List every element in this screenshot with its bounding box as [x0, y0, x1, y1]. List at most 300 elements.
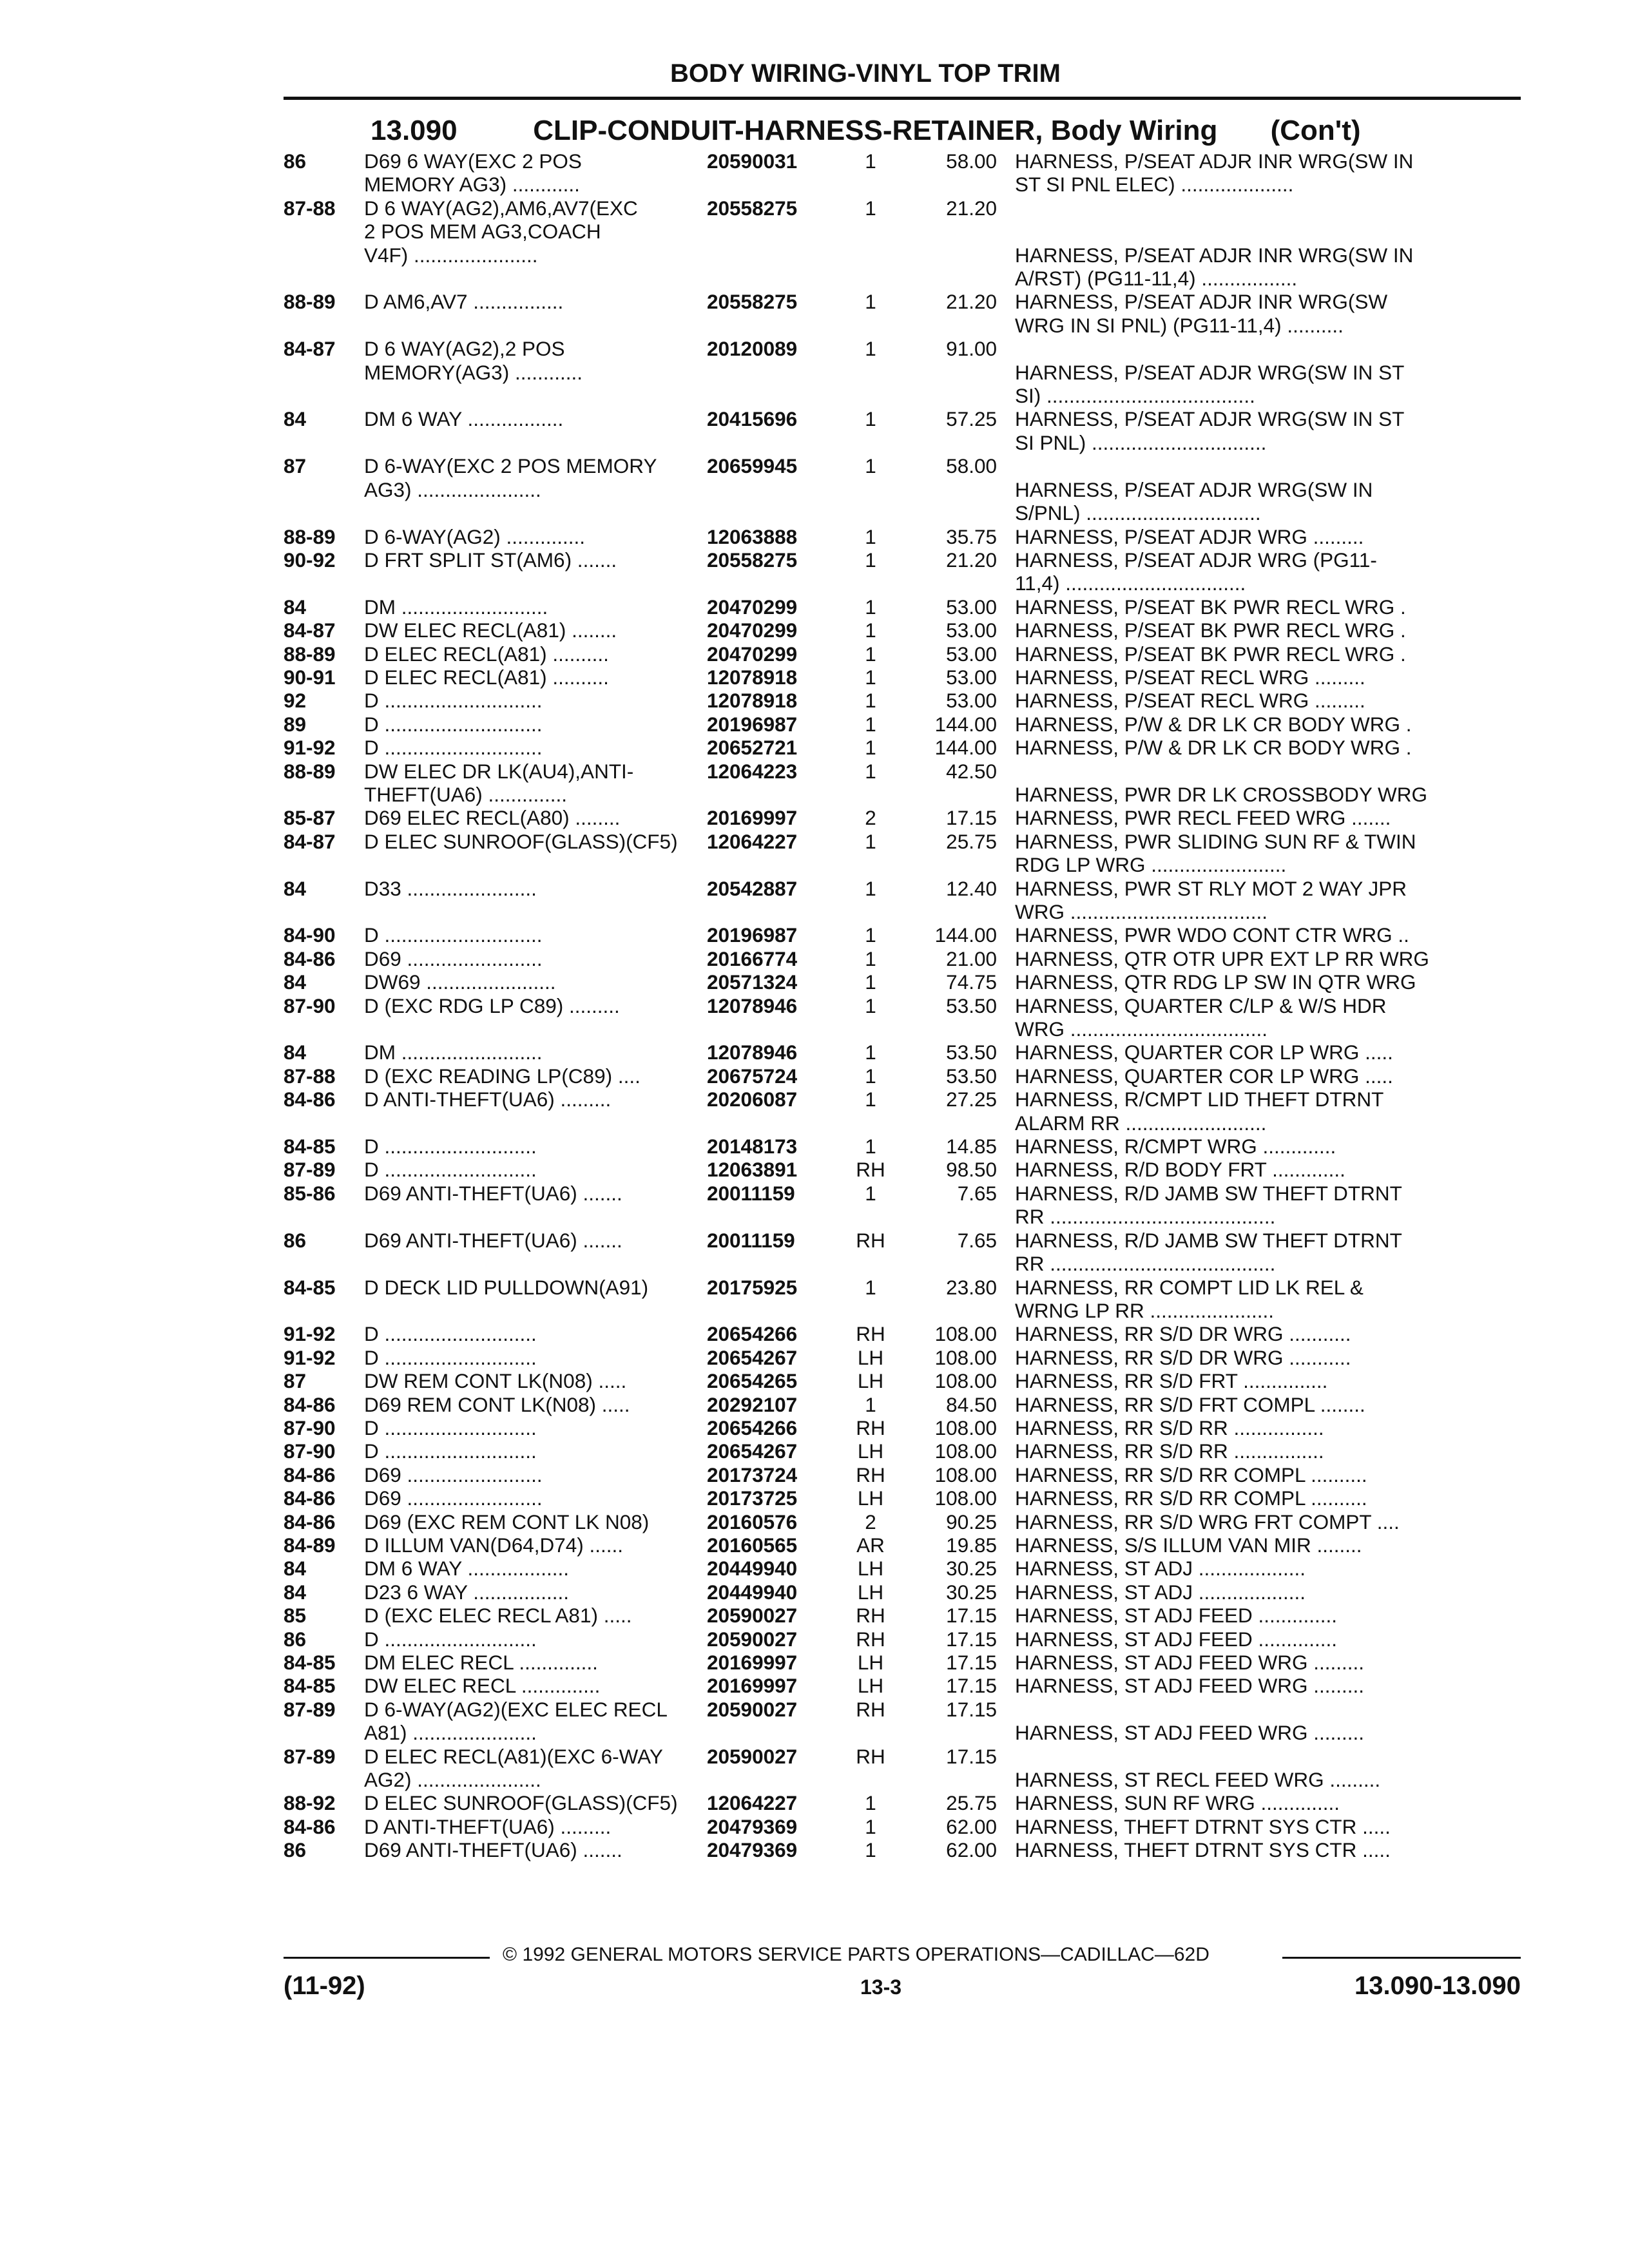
row-description: D23 6 WAY ................. — [364, 1580, 570, 1604]
row-price: 144.00 — [934, 736, 997, 760]
row-part-number: 20470299 — [707, 642, 798, 666]
row-year: 87-89 — [284, 1158, 336, 1182]
row-part-number: 12063891 — [707, 1158, 798, 1182]
row-quantity: LH — [857, 1369, 884, 1393]
header-rule — [284, 97, 1521, 100]
parts-row — [284, 666, 1521, 689]
row-part-name: HARNESS, QTR RDG LP SW IN QTR WRG — [1015, 970, 1416, 994]
row-year: 85-86 — [284, 1181, 336, 1205]
continued-label: (Con't) — [1270, 115, 1361, 146]
row-price: 17.15 — [946, 1674, 997, 1698]
row-part-number: 20175925 — [707, 1275, 798, 1299]
parts-row — [284, 1581, 1521, 1604]
row-description: D69 ........................ — [364, 1486, 543, 1510]
row-year: 90-92 — [284, 548, 336, 572]
row-price: 108.00 — [934, 1322, 997, 1346]
row-price: 21.20 — [946, 196, 997, 220]
row-quantity: LH — [857, 1580, 884, 1604]
parts-row — [284, 736, 1521, 759]
row-part-number: 20470299 — [707, 619, 798, 642]
row-part-number: 20196987 — [707, 923, 798, 947]
row-description: D69 ANTI-THEFT(UA6) ....... — [364, 1838, 622, 1862]
row-description: DW ELEC DR LK(AU4),ANTI- THEFT(UA6) .............. — [364, 759, 634, 806]
row-part-name: HARNESS, ST ADJ FEED WRG ......... — [1015, 1651, 1365, 1674]
row-description: D ............................ — [364, 923, 543, 947]
row-part-number: 20558275 — [707, 290, 798, 314]
row-part-name: HARNESS, PWR RECL FEED WRG ....... — [1015, 806, 1391, 830]
parts-row — [284, 1815, 1521, 1838]
parts-row — [284, 806, 1521, 829]
row-part-number: 20160576 — [707, 1510, 798, 1533]
row-year: 84 — [284, 876, 307, 900]
parts-row — [284, 1182, 1521, 1229]
parts-row — [284, 830, 1521, 877]
row-quantity: AR — [856, 1533, 885, 1557]
row-quantity: 1 — [865, 548, 876, 572]
parts-row — [284, 1604, 1521, 1627]
row-quantity: 1 — [865, 876, 876, 900]
row-part-number: 12078918 — [707, 689, 798, 713]
row-part-number: 20654265 — [707, 1369, 798, 1393]
row-price: 58.00 — [946, 454, 997, 478]
row-year: 86 — [284, 1627, 307, 1651]
row-quantity: 1 — [865, 994, 876, 1017]
row-part-name: HARNESS, ST ADJ FEED WRG ......... — [1015, 1721, 1365, 1745]
row-price: 23.80 — [946, 1275, 997, 1299]
parts-row — [284, 548, 1521, 595]
parts-row — [284, 760, 1521, 807]
parts-row — [284, 713, 1521, 736]
row-quantity: 1 — [865, 196, 876, 220]
row-year: 84-86 — [284, 1463, 336, 1486]
row-year: 91-92 — [284, 1322, 336, 1346]
parts-row — [284, 1698, 1521, 1745]
row-quantity: 2 — [865, 1510, 876, 1533]
row-price: 108.00 — [934, 1439, 997, 1463]
row-year: 88-89 — [284, 642, 336, 666]
row-description: D69 REM CONT LK(N08) ..... — [364, 1392, 630, 1416]
row-price: 90.25 — [946, 1510, 997, 1533]
parts-list — [284, 149, 1521, 1915]
row-part-name: HARNESS, RR S/D DR WRG ........... — [1015, 1322, 1351, 1346]
row-description: D (EXC READING LP(C89) .... — [364, 1064, 641, 1088]
row-year: 84-85 — [284, 1674, 336, 1698]
row-quantity: 1 — [865, 829, 876, 853]
row-part-number: 12078918 — [707, 665, 798, 689]
parts-row — [284, 1674, 1521, 1697]
section-title: CLIP-CONDUIT-HARNESS-RETAINER, Body Wiring — [533, 115, 1218, 146]
row-quantity: 1 — [865, 759, 876, 783]
row-description: DM 6 WAY .................. — [364, 1557, 569, 1581]
row-description: D ........................... — [364, 1345, 537, 1369]
row-description: D ........................... — [364, 1158, 537, 1182]
row-price: 17.15 — [946, 806, 997, 830]
parts-row — [284, 337, 1521, 407]
row-quantity: RH — [856, 1604, 885, 1628]
row-description: D ILLUM VAN(D64,D74) ...... — [364, 1533, 624, 1557]
footer-page-number: 13-3 — [860, 1975, 902, 1999]
row-price: 25.75 — [946, 1791, 997, 1815]
row-part-number: 20654266 — [707, 1322, 798, 1346]
row-quantity: 1 — [865, 337, 876, 361]
parts-row — [284, 1346, 1521, 1369]
row-price: 108.00 — [934, 1463, 997, 1486]
row-part-name: HARNESS, QTR OTR UPR EXT LP RR WRG — [1015, 947, 1429, 970]
row-part-number: 20011159 — [707, 1181, 795, 1205]
row-part-number: 20169997 — [707, 1674, 798, 1698]
row-quantity: RH — [856, 1322, 885, 1346]
row-price: 21.00 — [946, 947, 997, 970]
row-description: D69 (EXC REM CONT LK N08) — [364, 1510, 650, 1533]
row-part-name: HARNESS, RR S/D RR ................ — [1015, 1439, 1324, 1463]
row-part-name: HARNESS, R/D JAMB SW THEFT DTRNT RR ........................................ — [1015, 1181, 1402, 1229]
row-part-number: 20166774 — [707, 947, 798, 970]
row-part-name: HARNESS, P/SEAT BK PWR RECL WRG . — [1015, 619, 1406, 642]
row-part-number: 20173724 — [707, 1463, 798, 1486]
row-price: 53.00 — [946, 619, 997, 642]
row-description: D ANTI-THEFT(UA6) ......... — [364, 1814, 612, 1838]
row-quantity: 1 — [865, 454, 876, 478]
row-price: 17.15 — [946, 1627, 997, 1651]
row-description: D ........................... — [364, 1135, 537, 1158]
row-description: D33 ....................... — [364, 876, 537, 900]
row-part-number: 20292107 — [707, 1392, 798, 1416]
row-part-number: 20206087 — [707, 1088, 798, 1111]
row-price: 21.20 — [946, 290, 997, 314]
row-part-name: HARNESS, RR COMPT LID LK REL & WRNG LP RR ...................... — [1015, 1275, 1364, 1322]
row-quantity: 1 — [865, 407, 876, 431]
row-price: 35.75 — [946, 524, 997, 548]
row-part-number: 20415696 — [707, 407, 798, 431]
row-part-number: 20449940 — [707, 1580, 798, 1604]
row-part-name: HARNESS, RR S/D DR WRG ........... — [1015, 1345, 1351, 1369]
row-part-number: 20558275 — [707, 548, 798, 572]
row-part-number: 20120089 — [707, 337, 798, 361]
row-price: 17.15 — [946, 1604, 997, 1628]
row-part-name: HARNESS, P/W & DR LK CR BODY WRG . — [1015, 736, 1412, 760]
row-part-number: 20652721 — [707, 736, 798, 760]
row-description: D 6 WAY(AG2),2 POS MEMORY(AG3) ............ — [364, 337, 583, 384]
row-price: 108.00 — [934, 1416, 997, 1439]
row-part-name: HARNESS, PWR SLIDING SUN RF & TWIN RDG LP WRG ........................ — [1015, 829, 1416, 877]
row-year: 87-90 — [284, 994, 336, 1017]
row-quantity: RH — [856, 1158, 885, 1182]
row-quantity: 1 — [865, 149, 876, 173]
row-quantity: 2 — [865, 806, 876, 830]
row-quantity: 1 — [865, 1064, 876, 1088]
row-part-name: HARNESS, PWR WDO CONT CTR WRG .. — [1015, 923, 1409, 947]
parts-row — [284, 1791, 1521, 1814]
row-quantity: 1 — [865, 736, 876, 760]
row-part-name: HARNESS, P/SEAT ADJR INR WRG(SW IN ST SI PNL ELEC) .................... — [1015, 149, 1414, 197]
row-quantity: 1 — [865, 1791, 876, 1815]
row-part-number: 12064227 — [707, 829, 798, 853]
row-part-name: HARNESS, RR S/D RR COMPL .......... — [1015, 1486, 1367, 1510]
row-description: D ............................ — [364, 689, 543, 713]
parts-row — [284, 947, 1521, 970]
row-year: 88-89 — [284, 524, 336, 548]
row-price: 108.00 — [934, 1486, 997, 1510]
row-quantity: RH — [856, 1228, 885, 1252]
row-description: D 6-WAY(AG2)(EXC ELEC RECL A81) ...................... — [364, 1697, 668, 1745]
row-year: 87 — [284, 454, 307, 478]
parts-row — [284, 1322, 1521, 1345]
row-quantity: RH — [856, 1697, 885, 1721]
row-year: 84 — [284, 1041, 307, 1064]
row-part-name: HARNESS, P/SEAT RECL WRG ......... — [1015, 665, 1365, 689]
row-part-name: HARNESS, ST RECL FEED WRG ......... — [1015, 1768, 1381, 1792]
row-price: 53.00 — [946, 642, 997, 666]
row-description: D (EXC ELEC RECL A81) ..... — [364, 1604, 632, 1628]
row-part-name: HARNESS, P/SEAT ADJR WRG (PG11- 11,4) ................................ — [1015, 548, 1377, 595]
row-price: 53.00 — [946, 665, 997, 689]
row-price: 108.00 — [934, 1369, 997, 1393]
parts-row — [284, 197, 1521, 291]
row-year: 84-86 — [284, 1510, 336, 1533]
row-price: 74.75 — [946, 970, 997, 994]
row-description: D DECK LID PULLDOWN(A91) — [364, 1275, 649, 1299]
row-price: 144.00 — [934, 712, 997, 736]
row-quantity: 1 — [865, 689, 876, 713]
row-quantity: 1 — [865, 524, 876, 548]
parts-row — [284, 994, 1521, 1041]
row-part-name: HARNESS, ST ADJ ................... — [1015, 1580, 1306, 1604]
parts-row — [284, 1088, 1521, 1135]
row-price: 30.25 — [946, 1557, 997, 1581]
parts-row — [284, 1416, 1521, 1439]
row-year: 86 — [284, 1838, 307, 1862]
row-year: 87 — [284, 1369, 307, 1393]
row-part-number: 20558275 — [707, 196, 798, 220]
row-price: 30.25 — [946, 1580, 997, 1604]
row-description: D 6-WAY(AG2) .............. — [364, 524, 586, 548]
parts-row — [284, 1064, 1521, 1088]
parts-row — [284, 525, 1521, 548]
row-part-number: 12064223 — [707, 759, 798, 783]
row-price: 53.50 — [946, 1064, 997, 1088]
row-part-name: HARNESS, PWR ST RLY MOT 2 WAY JPR WRG ................................... — [1015, 876, 1407, 923]
row-price: 7.65 — [957, 1181, 997, 1205]
parts-row — [284, 1557, 1521, 1580]
row-part-name: HARNESS, SUN RF WRG .............. — [1015, 1791, 1340, 1815]
footer-rule-right — [1282, 1957, 1521, 1959]
row-quantity: LH — [857, 1674, 884, 1698]
row-part-number: 20675724 — [707, 1064, 798, 1088]
row-description: DW69 ....................... — [364, 970, 556, 994]
row-part-number: 12078946 — [707, 994, 798, 1017]
row-part-name: HARNESS, ST ADJ FEED WRG ......... — [1015, 1674, 1365, 1698]
row-quantity: LH — [857, 1651, 884, 1674]
row-part-name: HARNESS, ST ADJ ................... — [1015, 1557, 1306, 1581]
row-part-number: 20011159 — [707, 1228, 795, 1252]
row-part-number: 20590027 — [707, 1627, 798, 1651]
parts-row — [284, 407, 1521, 454]
row-description: DW REM CONT LK(N08) ..... — [364, 1369, 627, 1393]
row-part-name: HARNESS, QUARTER COR LP WRG ..... — [1015, 1041, 1393, 1064]
row-part-number: 20196987 — [707, 712, 798, 736]
row-part-name: HARNESS, ST ADJ FEED .............. — [1015, 1627, 1338, 1651]
row-year: 91-92 — [284, 736, 336, 760]
row-description: D ELEC RECL(A81)(EXC 6-WAY AG2) ...................... — [364, 1744, 663, 1792]
page-header-title: BODY WIRING-VINYL TOP TRIM — [670, 59, 1061, 88]
row-description: D ............................ — [364, 736, 543, 760]
parts-row — [284, 619, 1521, 642]
row-part-name: HARNESS, P/SEAT BK PWR RECL WRG . — [1015, 642, 1406, 666]
row-part-number: 20590027 — [707, 1604, 798, 1628]
row-price: 17.15 — [946, 1651, 997, 1674]
row-part-number: 12063888 — [707, 524, 798, 548]
row-price: 84.50 — [946, 1392, 997, 1416]
row-year: 84 — [284, 1557, 307, 1581]
row-year: 84-86 — [284, 1814, 336, 1838]
parts-row — [284, 290, 1521, 337]
row-description: D ELEC RECL(A81) .......... — [364, 642, 609, 666]
row-year: 84-85 — [284, 1651, 336, 1674]
footer-rule-left — [284, 1957, 490, 1959]
row-part-name: HARNESS, R/D JAMB SW THEFT DTRNT RR ........................................ — [1015, 1228, 1402, 1276]
row-part-number: 20571324 — [707, 970, 798, 994]
row-quantity: RH — [856, 1744, 885, 1768]
row-price: 19.85 — [946, 1533, 997, 1557]
row-part-number: 20470299 — [707, 595, 798, 619]
row-year: 87-88 — [284, 196, 336, 220]
row-part-name: HARNESS, P/SEAT RECL WRG ......... — [1015, 689, 1365, 713]
row-description: D AM6,AV7 ................ — [364, 290, 564, 314]
row-description: DM .......................... — [364, 595, 548, 619]
row-part-name: HARNESS, R/D BODY FRT ............. — [1015, 1158, 1345, 1182]
row-year: 88-92 — [284, 1791, 336, 1815]
row-quantity: 1 — [865, 1838, 876, 1862]
row-part-name: HARNESS, P/SEAT BK PWR RECL WRG . — [1015, 595, 1406, 619]
parts-row — [284, 1135, 1521, 1158]
parts-row — [284, 1510, 1521, 1533]
row-quantity: LH — [857, 1557, 884, 1581]
row-description: D ........................... — [364, 1627, 537, 1651]
parts-row — [284, 1463, 1521, 1486]
row-quantity: 1 — [865, 923, 876, 947]
row-year: 84-87 — [284, 829, 336, 853]
row-year: 86 — [284, 1228, 307, 1252]
row-description: D ELEC SUNROOF(GLASS)(CF5) — [364, 829, 678, 853]
row-description: DW ELEC RECL .............. — [364, 1674, 601, 1698]
row-price: 25.75 — [946, 829, 997, 853]
row-description: D ........................... — [364, 1416, 537, 1439]
row-description: DW ELEC RECL(A81) ........ — [364, 619, 617, 642]
row-year: 84-85 — [284, 1135, 336, 1158]
row-year: 84-87 — [284, 337, 336, 361]
row-year: 88-89 — [284, 290, 336, 314]
row-year: 87-89 — [284, 1744, 336, 1768]
row-part-name: HARNESS, PWR DR LK CROSSBODY WRG — [1015, 782, 1428, 806]
row-part-number: 20590027 — [707, 1744, 798, 1768]
row-year: 89 — [284, 712, 307, 736]
row-quantity: RH — [856, 1463, 885, 1486]
row-part-number: 20479369 — [707, 1838, 798, 1862]
row-quantity: 1 — [865, 1392, 876, 1416]
parts-row — [284, 1276, 1521, 1323]
row-part-number: 20659945 — [707, 454, 798, 478]
footer-copyright: © 1992 GENERAL MOTORS SERVICE PARTS OPERATIONS—CADILLAC—62D — [503, 1944, 1210, 1965]
row-description: DM 6 WAY ................. — [364, 407, 564, 431]
row-description: D FRT SPLIT ST(AM6) ....... — [364, 548, 617, 572]
parts-row — [284, 1439, 1521, 1463]
row-part-name: HARNESS, S/S ILLUM VAN MIR ........ — [1015, 1533, 1362, 1557]
section-number: 13.090 — [371, 115, 458, 146]
row-part-name: HARNESS, THEFT DTRNT SYS CTR ..... — [1015, 1838, 1391, 1862]
row-part-name: HARNESS, P/SEAT ADJR WRG(SW IN S/PNL) ............................... — [1015, 477, 1373, 525]
row-description: D ............................ — [364, 712, 543, 736]
row-year: 84-89 — [284, 1533, 336, 1557]
row-year: 84-86 — [284, 1392, 336, 1416]
row-part-name: HARNESS, P/SEAT ADJR INR WRG(SW WRG IN SI PNL) (PG11-11,4) .......... — [1015, 290, 1388, 337]
parts-row — [284, 1041, 1521, 1064]
row-description: D ELEC RECL(A81) .......... — [364, 665, 609, 689]
row-part-number: 20654266 — [707, 1416, 798, 1439]
parts-row — [284, 689, 1521, 712]
row-year: 88-89 — [284, 759, 336, 783]
row-price: 57.25 — [946, 407, 997, 431]
row-year: 85-87 — [284, 806, 336, 830]
row-quantity: 1 — [865, 1814, 876, 1838]
row-price: 27.25 — [946, 1088, 997, 1111]
row-description: DM ELEC RECL .............. — [364, 1651, 598, 1674]
row-part-number: 12078946 — [707, 1041, 798, 1064]
parts-row — [284, 970, 1521, 994]
row-price: 17.15 — [946, 1697, 997, 1721]
row-description: D69 ........................ — [364, 1463, 543, 1486]
parts-row — [284, 1393, 1521, 1416]
row-year: 84-90 — [284, 923, 336, 947]
row-description: D ........................... — [364, 1439, 537, 1463]
row-part-name: HARNESS, R/CMPT WRG ............. — [1015, 1135, 1336, 1158]
row-part-name: HARNESS, RR S/D WRG FRT COMPT .... — [1015, 1510, 1400, 1533]
row-part-number: 20148173 — [707, 1135, 798, 1158]
row-quantity: 1 — [865, 1135, 876, 1158]
section-heading — [371, 115, 1530, 147]
row-part-number: 20590027 — [707, 1697, 798, 1721]
row-part-name: HARNESS, P/SEAT ADJR INR WRG(SW IN A/RST) (PG11-11,4) ................. — [1015, 243, 1414, 291]
row-description: D (EXC RDG LP C89) ......... — [364, 994, 620, 1017]
row-year: 86 — [284, 149, 307, 173]
row-part-name: HARNESS, QUARTER COR LP WRG ..... — [1015, 1064, 1393, 1088]
row-quantity: 1 — [865, 970, 876, 994]
row-price: 58.00 — [946, 149, 997, 173]
row-part-name: HARNESS, P/SEAT ADJR WRG(SW IN ST SI PNL) ............................... — [1015, 407, 1405, 454]
row-part-number: 20173725 — [707, 1486, 798, 1510]
row-part-name: HARNESS, QUARTER C/LP & W/S HDR WRG ................................... — [1015, 994, 1387, 1041]
row-quantity: RH — [856, 1627, 885, 1651]
parts-row — [284, 923, 1521, 947]
row-part-name: HARNESS, RR S/D RR ................ — [1015, 1416, 1324, 1439]
row-description: D ANTI-THEFT(UA6) ......... — [364, 1088, 612, 1111]
row-quantity: 1 — [865, 665, 876, 689]
row-description: D69 ........................ — [364, 947, 543, 970]
row-year: 91-92 — [284, 1345, 336, 1369]
row-part-number: 20590031 — [707, 149, 798, 173]
row-year: 84-86 — [284, 947, 336, 970]
row-year: 84 — [284, 595, 307, 619]
row-quantity: 1 — [865, 1275, 876, 1299]
row-part-number: 20479369 — [707, 1814, 798, 1838]
row-year: 84-85 — [284, 1275, 336, 1299]
row-quantity: LH — [857, 1345, 884, 1369]
parts-row — [284, 1533, 1521, 1557]
row-part-number: 20169997 — [707, 806, 798, 830]
row-year: 90-91 — [284, 665, 336, 689]
row-year: 87-88 — [284, 1064, 336, 1088]
row-description: D 6 WAY(AG2),AM6,AV7(EXC 2 POS MEM AG3,COACH V4F) ...................... — [364, 196, 638, 267]
row-price: 21.20 — [946, 548, 997, 572]
